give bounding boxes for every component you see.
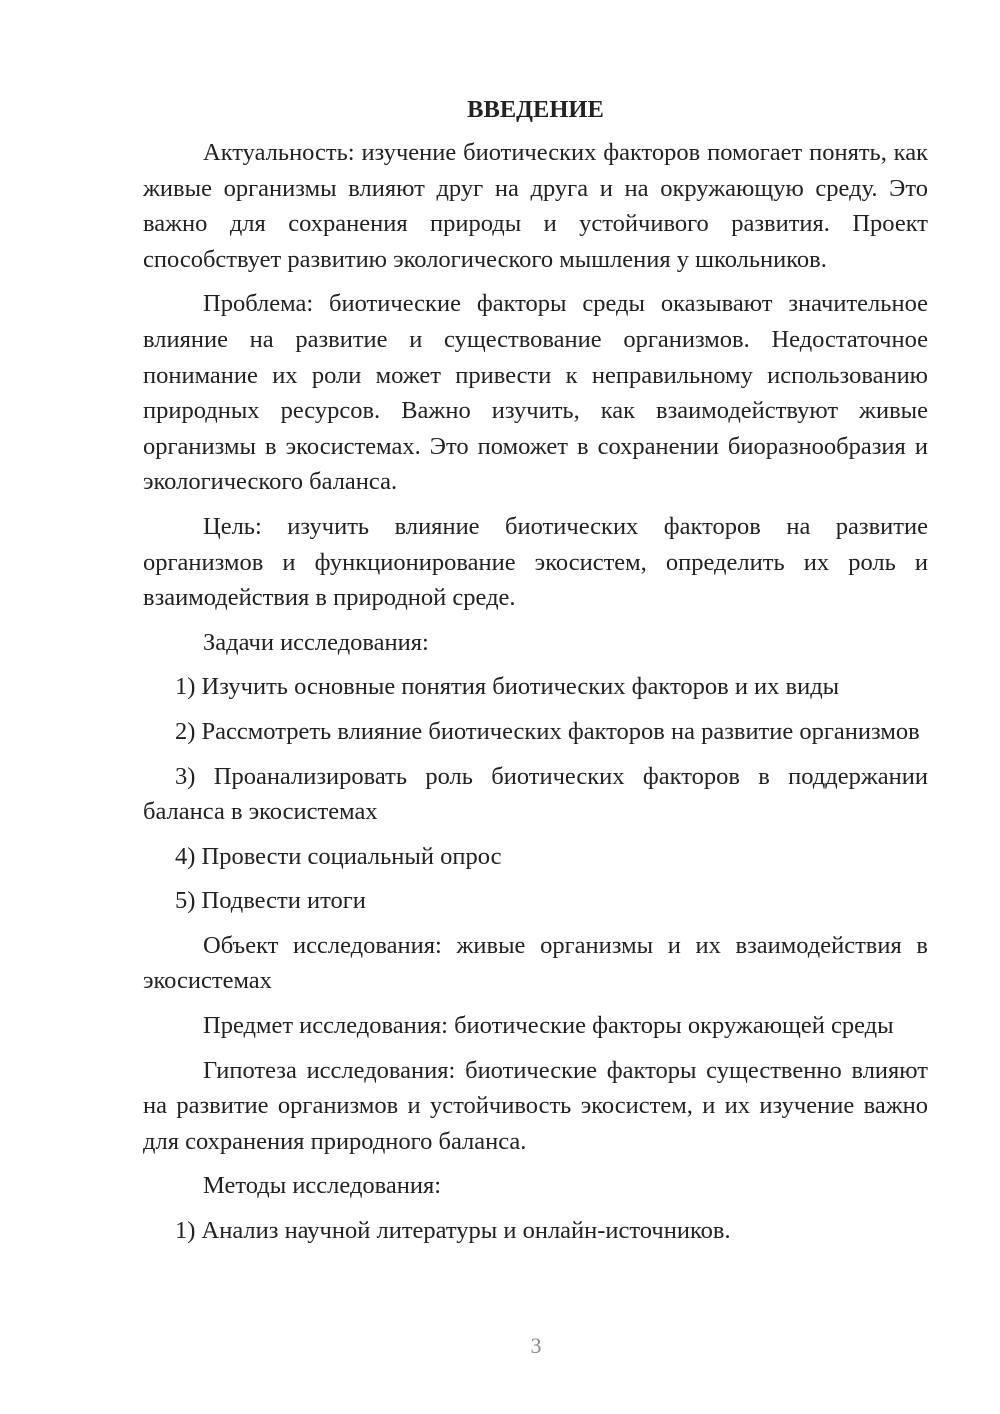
page-content bbox=[143, 95, 928, 1258]
subject-paragraph: Предмет исследования: биотические факторы окружающей среды bbox=[203, 1012, 894, 1040]
task-item-5: 5) Подвести итоги bbox=[175, 887, 366, 915]
task-item-2: 2) Рассмотреть влияние биотических факторов на развитие организмов bbox=[175, 717, 920, 745]
page-number: 3 bbox=[530, 1333, 542, 1358]
hypothesis-paragraph: Гипотеза исследования: биотические факторы существенно влияют на развитие организмов и устойчивость экосистем, и их изучение важно для сохранения природного баланса. bbox=[143, 1056, 928, 1155]
section-heading: ВВЕДЕНИЕ bbox=[467, 96, 604, 123]
task-item-4: 4) Провести социальный опрос bbox=[175, 842, 502, 870]
problem-paragraph: Проблема: биотические факторы среды оказывают значительное влияние на развитие и существование организмов. Недостаточное понимание их роли может привести к неправильному использованию природных ресурсов. Важно изучить, как взаимодействуют живые организмы в экосистемах. Это поможет в сохранении биоразнообразия и экологического баланса. bbox=[143, 290, 928, 496]
task-item-3: 3) Проанализировать роль биотических факторов в поддержании баланса в экосистемах bbox=[143, 762, 928, 826]
methods-heading: Методы исследования: bbox=[203, 1172, 442, 1200]
task-item-1: 1) Изучить основные понятия биотических факторов и их виды bbox=[175, 673, 840, 701]
method-item-1: 1) Анализ научной литературы и онлайн-источников. bbox=[175, 1217, 731, 1245]
tasks-heading: Задачи исследования: bbox=[203, 628, 429, 656]
object-paragraph: Объект исследования: живые организмы и их взаимодействия в экосистемах bbox=[143, 931, 928, 995]
relevance-paragraph: Актуальность: изучение биотических факторов помогает понять, как живые организмы влияют друг на друга и на окружающую среду. Это важно для сохранения природы и устойчивого развития. Проект способствует развитию экологического мышления у школьников. bbox=[143, 139, 928, 273]
goal-paragraph: Цель: изучить влияние биотических факторов на развитие организмов и функционирование экосистем, определить их роль и взаимодействия в природной среде. bbox=[143, 512, 928, 612]
